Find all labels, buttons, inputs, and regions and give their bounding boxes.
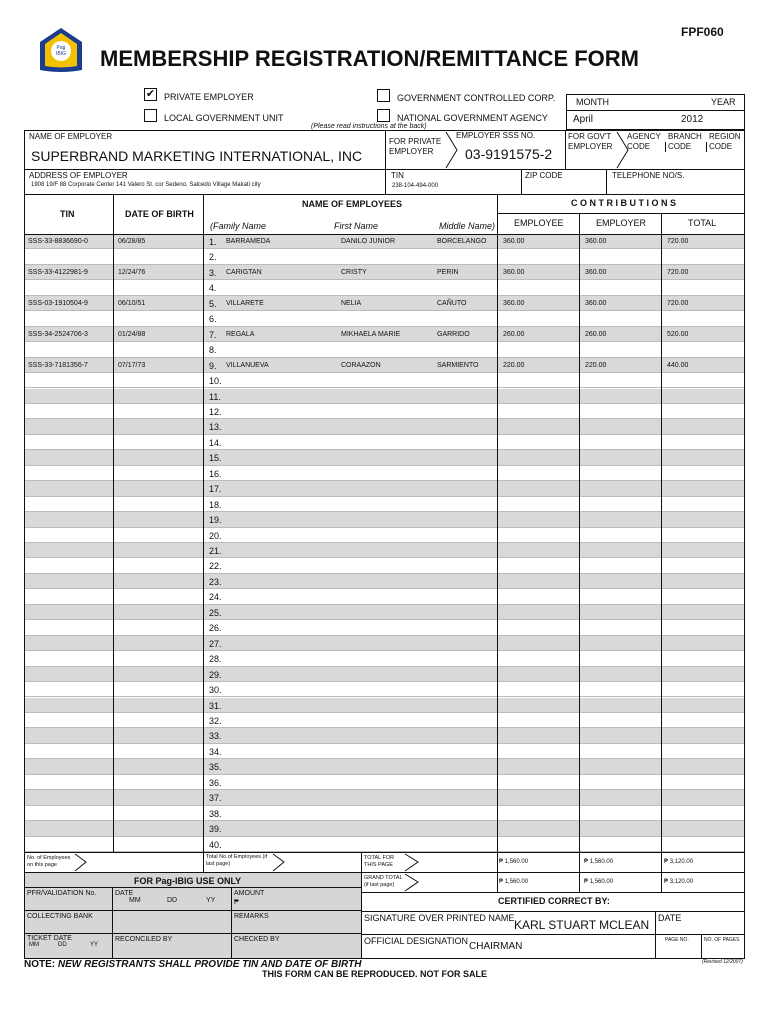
national-agency-checkbox[interactable] — [377, 109, 390, 122]
row-number: 8. — [209, 345, 217, 356]
employee-dob[interactable]: 01/24/88 — [118, 330, 146, 338]
row-number: 9. — [209, 360, 217, 371]
employer-share[interactable]: 260.00 — [585, 330, 607, 338]
total-page-label: TOTAL FOR THIS PAGE — [364, 855, 395, 868]
table-row — [25, 759, 744, 774]
middle-name-header: Middle Name) — [439, 221, 496, 231]
row-number: 4. — [209, 283, 217, 294]
branch-code-label: BRANCH CODE — [668, 132, 702, 151]
employee-family-name[interactable]: REGALA — [226, 330, 255, 338]
table-row — [25, 497, 744, 512]
pagibig-logo — [38, 26, 84, 74]
employer-sss-label: EMPLOYER SSS NO. — [456, 131, 536, 140]
local-gov-label: LOCAL GOVERNMENT UNIT — [164, 113, 284, 123]
table-row — [25, 605, 744, 620]
employee-share[interactable]: 360.00 — [503, 268, 525, 276]
employee-tin[interactable]: SSS-33-7181356-7 — [28, 361, 88, 369]
employee-tin[interactable]: SSS-33-8836690-0 — [28, 238, 88, 245]
ticket-mm-label: MM — [29, 942, 39, 948]
employee-middle-name[interactable]: SARMIENTO — [437, 361, 479, 369]
employee-middle-name[interactable]: PERIN — [437, 268, 459, 276]
region-code-label: REGION CODE — [709, 132, 741, 151]
row-number: 1. — [209, 237, 217, 247]
row-number: 38. — [209, 808, 222, 819]
row-number: 23. — [209, 576, 222, 587]
employee-middle-name[interactable]: GARRIDO — [437, 330, 470, 338]
row-number: 31. — [209, 700, 222, 711]
employer-name-label: NAME OF EMPLOYER — [29, 132, 113, 141]
pagibig-use-title: FOR Pag-IBIG USE ONLY — [134, 876, 242, 886]
reproduce-note: THIS FORM CAN BE REPRODUCED. NOT FOR SALE — [262, 969, 488, 979]
row-number: 2. — [209, 252, 217, 263]
table-row — [25, 512, 744, 527]
reconciled-label: RECONCILED BY — [115, 936, 173, 943]
employer-tin[interactable]: 238-104-494-000 — [392, 183, 439, 189]
table-row — [25, 790, 744, 805]
table-row — [25, 636, 744, 651]
employee-dob[interactable]: 12/24/76 — [118, 268, 146, 276]
new-registrant-note: NOTE: NEW REGISTRANTS SHALL PROVIDE TIN AND DATE OF BIRTH — [24, 959, 362, 970]
row-number: 18. — [209, 499, 222, 510]
employee-family-name[interactable]: CARIGTAN — [226, 268, 262, 276]
grand-total-employer: ₱ 1,560.00 — [584, 879, 614, 885]
employee-header: EMPLOYEE — [514, 218, 564, 228]
employer-share[interactable]: 360.00 — [585, 299, 607, 307]
table-row — [25, 589, 744, 604]
month-value[interactable]: April — [573, 114, 594, 125]
table-row — [25, 419, 744, 434]
table-row — [25, 373, 744, 388]
row-number: 26. — [209, 623, 222, 634]
zip-label: ZIP CODE — [525, 171, 563, 180]
employee-table — [24, 194, 745, 852]
table-row — [25, 528, 744, 543]
contribution-total[interactable]: 440.00 — [667, 361, 689, 369]
row-number: 22. — [209, 561, 222, 572]
table-row — [25, 698, 744, 713]
yy-label: YY — [206, 897, 216, 904]
local-gov-checkbox[interactable] — [144, 109, 157, 122]
row-number: 3. — [209, 267, 217, 278]
table-row — [25, 280, 744, 295]
table-row — [25, 775, 744, 790]
table-row — [25, 435, 744, 450]
table-row — [25, 481, 744, 496]
total-employees-label: Total No.of Employees (if last page) — [206, 854, 268, 867]
table-row — [25, 249, 744, 264]
table-row — [25, 651, 744, 666]
certified-label: CERTIFIED CORRECT BY: — [498, 896, 610, 906]
employer-share[interactable]: 360.00 — [585, 238, 607, 245]
employee-dob[interactable]: 06/10/51 — [118, 299, 146, 307]
row-number: 5. — [209, 298, 217, 309]
name-header: NAME OF EMPLOYEES — [302, 199, 403, 209]
row-number: 20. — [209, 530, 222, 541]
row-number: 15. — [209, 453, 222, 464]
table-row — [25, 558, 744, 573]
remarks-label: REMARKS — [234, 913, 269, 920]
signature-label: SIGNATURE OVER PRINTED NAME — [364, 913, 515, 923]
employee-family-name[interactable]: BARRAMEDA — [226, 238, 271, 245]
amount-label: AMOUNT — [234, 890, 265, 897]
row-number: 34. — [209, 746, 222, 757]
table-row — [25, 574, 744, 589]
num-pages-label: NO. OF PAGES — [704, 937, 740, 943]
dob-header: DATE OF BIRTH — [125, 209, 194, 219]
designation-value[interactable]: CHAIRMAN — [469, 941, 523, 952]
dd-label: DD — [167, 897, 178, 904]
employee-first-name[interactable]: NELIA — [341, 299, 362, 307]
employee-tin[interactable]: SSS-33-4122981-9 — [28, 268, 88, 276]
month-label: MONTH — [576, 97, 609, 107]
table-row — [25, 543, 744, 558]
row-number: 25. — [209, 607, 222, 618]
collecting-bank-label: COLLECTING BANK — [27, 913, 93, 920]
pfr-label: PFR/VALIDATION No. — [27, 890, 97, 897]
grand-total-label: GRAND TOTAL (if last page) — [364, 875, 403, 888]
row-number: 33. — [209, 731, 222, 742]
num-employees-label: No. of Employees on this page — [27, 855, 71, 868]
grand-total-total: ₱ 3,120.00 — [664, 879, 694, 885]
national-agency-label: NATIONAL GOVERNMENT AGENCY — [397, 113, 548, 123]
row-number: 32. — [209, 715, 222, 726]
row-number: 21. — [209, 546, 222, 556]
gocc-checkbox[interactable] — [377, 89, 390, 102]
row-number: 7. — [209, 329, 217, 340]
amount-peso: ₱ — [234, 899, 239, 906]
contributions-header: C O N T R I B U T I O N S — [571, 198, 677, 208]
row-number: 17. — [209, 484, 222, 495]
employee-first-name[interactable]: CRISTY — [341, 268, 367, 276]
row-number: 29. — [209, 669, 222, 680]
employee-family-name[interactable]: VILLANUEVA — [226, 361, 269, 369]
employer-header: EMPLOYER — [596, 218, 647, 228]
signatory-name[interactable]: KARL STUART MCLEAN — [514, 918, 650, 932]
ticket-dd-label: DD — [58, 942, 67, 948]
employer-share[interactable]: 360.00 — [585, 268, 607, 276]
checked-label: CHECKED BY — [234, 936, 280, 943]
table-row — [25, 837, 744, 852]
table-row — [25, 744, 744, 759]
row-number: 40. — [209, 839, 222, 850]
row-number: 11. — [209, 391, 221, 402]
table-row — [25, 806, 744, 821]
table-row — [25, 821, 744, 836]
revised-note: (Revised 12/2007) — [702, 959, 743, 965]
row-number: 36. — [209, 777, 222, 788]
row-number: 30. — [209, 685, 222, 696]
employee-first-name[interactable]: MIKHAELA MARIE — [341, 330, 401, 338]
agency-code-label: AGENCY CODE — [627, 132, 661, 151]
table-row — [25, 713, 744, 728]
table-row — [25, 450, 744, 465]
for-gov-label: FOR GOV'T EMPLOYER — [568, 132, 613, 151]
employee-first-name[interactable]: DANILO JUNIOR — [341, 238, 396, 245]
instructions-note: (Please read instructions at the back) — [311, 123, 427, 130]
employee-share[interactable]: 360.00 — [503, 299, 525, 307]
form-code: FPF060 — [681, 25, 724, 39]
employee-dob[interactable]: 06/28/85 — [118, 238, 146, 245]
page-total-employer: ₱ 1,560.00 — [584, 859, 614, 865]
row-number: 27. — [209, 638, 222, 649]
row-number: 13. — [209, 422, 222, 433]
row-number: 24. — [209, 592, 222, 603]
gocc-label: GOVERNMENT CONTROLLED CORP. — [397, 93, 556, 103]
table-row — [25, 667, 744, 682]
row-number: 19. — [209, 515, 222, 526]
table-row — [25, 311, 744, 326]
row-number: 6. — [209, 314, 217, 325]
page-total-employee: ₱ 1,560.00 — [499, 859, 529, 865]
employee-share[interactable]: 220.00 — [503, 361, 525, 369]
tin-label: TIN — [391, 171, 404, 180]
employee-middle-name[interactable]: CAÑUTO — [437, 299, 467, 307]
date2-label: DATE — [658, 913, 682, 923]
table-row — [25, 466, 744, 481]
row-number: 28. — [209, 654, 222, 665]
employer-sss-no[interactable]: 03-9191575-2 — [465, 146, 553, 162]
address-label: ADDRESS OF EMPLOYER — [29, 171, 128, 180]
mm-label: MM — [129, 897, 141, 904]
contribution-total[interactable]: 720.00 — [667, 268, 689, 276]
row-number: 35. — [209, 762, 222, 773]
first-name-header: First Name — [334, 221, 379, 231]
family-name-header: (Family Name — [210, 221, 267, 231]
table-row — [25, 728, 744, 743]
logo-text-1: Pag — [56, 45, 66, 51]
employee-dob[interactable]: 07/17/73 — [118, 361, 146, 369]
designation-label: OFFICIAL DESIGNATION — [364, 936, 469, 946]
for-private-label: FOR PRIVATE EMPLOYER — [389, 137, 442, 156]
employee-middle-name[interactable]: BORCELANGO — [437, 238, 487, 245]
row-number: 14. — [209, 437, 222, 448]
grand-total-employee: ₱ 1,560.00 — [499, 879, 529, 885]
logo-text-2: IBIG — [55, 51, 67, 57]
page-total-total: ₱ 3,120.00 — [664, 859, 694, 865]
tin-header: TIN — [60, 209, 75, 219]
contribution-total[interactable]: 520.00 — [667, 330, 689, 338]
page-title: MEMBERSHIP REGISTRATION/REMITTANCE FORM — [100, 46, 639, 71]
row-number: 10. — [209, 376, 222, 387]
employee-share[interactable]: 260.00 — [503, 330, 525, 338]
private-employer-checkbox[interactable]: ✔ — [145, 88, 156, 100]
employer-address[interactable]: 1908 19/F 88 Corporate Center 141 Valero St. cor Sedeno, Salcedo Village Makati city — [31, 182, 261, 188]
row-number: 16. — [209, 468, 222, 479]
row-number: 37. — [209, 793, 222, 804]
table-row — [25, 682, 744, 697]
employee-share[interactable]: 360.00 — [503, 238, 525, 245]
year-label: YEAR — [711, 97, 736, 107]
employee-tin[interactable]: SSS-34-2524706-3 — [28, 330, 88, 338]
table-row — [25, 389, 744, 404]
ticket-date-label: TICKET DATE — [27, 935, 72, 942]
private-employer-label: PRIVATE EMPLOYER — [164, 92, 254, 102]
employer-name[interactable]: SUPERBRAND MARKETING INTERNATIONAL, INC — [31, 148, 363, 164]
phone-label: TELEPHONE NO/S. — [612, 171, 685, 180]
table-row — [25, 404, 744, 419]
employee-tin[interactable]: SSS-03-1910504-9 — [28, 299, 88, 307]
total-header: TOTAL — [688, 218, 717, 228]
employee-first-name[interactable]: CORAAZON — [341, 361, 381, 369]
date-label: DATE — [115, 890, 134, 897]
ticket-yy-label: YY — [90, 942, 99, 948]
employee-family-name[interactable]: VILLARETE — [226, 299, 264, 307]
table-row — [25, 620, 744, 635]
contribution-total[interactable]: 720.00 — [667, 238, 689, 245]
row-number: 39. — [209, 824, 222, 835]
row-number: 12. — [209, 406, 222, 417]
employer-share[interactable]: 220.00 — [585, 361, 607, 369]
page-no-label: PAGE NO. — [665, 937, 689, 943]
table-row — [25, 342, 744, 357]
year-value[interactable]: 2012 — [681, 114, 704, 125]
contribution-total[interactable]: 720.00 — [667, 299, 689, 307]
